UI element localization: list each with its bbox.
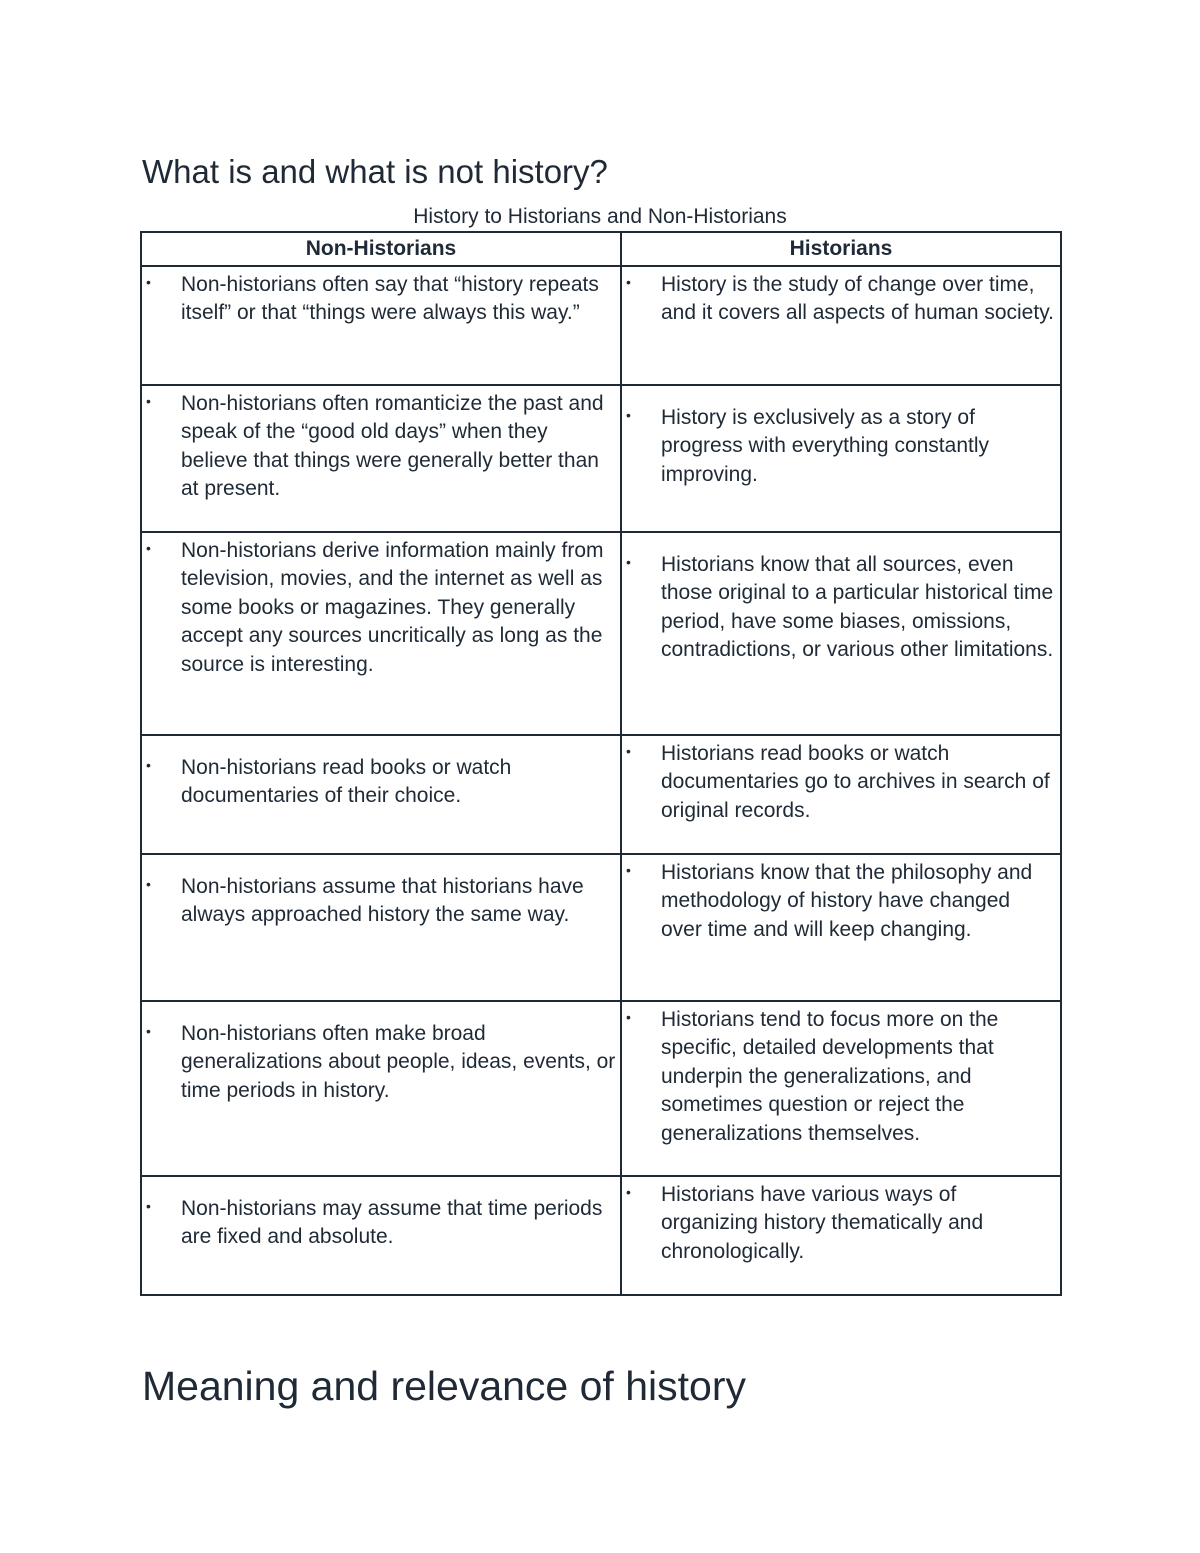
comparison-table [140, 231, 1062, 1296]
historians-text: History is the study of change over time, and it covers all aspects of human society. [661, 273, 1054, 325]
historians-text: Historians know that the philosophy and methodology of history have changed over time and will keep changing. [661, 861, 1033, 941]
bullet-icon: • [626, 274, 631, 290]
table-row [141, 385, 1061, 532]
table-row [141, 735, 1061, 854]
non-historians-text: Non-historians often make broad generalizations about people, ideas, events, or time periods in history. [181, 1022, 616, 1102]
bullet-icon: • [146, 1023, 151, 1039]
bullet-icon: • [146, 876, 151, 892]
bullet-icon: • [626, 862, 631, 878]
column-header-historians: Historians [621, 232, 1061, 266]
bullet-icon: • [146, 274, 151, 290]
non-historians-text: Non-historians read books or watch documentaries of their choice. [181, 756, 512, 808]
bullet-icon: • [626, 743, 631, 759]
non-historians-cell [141, 854, 621, 1001]
table-row [141, 266, 1061, 385]
page-heading: What is and what is not history? [142, 153, 608, 190]
bullet-icon: • [146, 1198, 151, 1214]
table-row [141, 1001, 1061, 1176]
table-row [141, 532, 1061, 735]
column-header-non-historians: Non-Historians [141, 232, 621, 266]
bullet-icon: • [146, 393, 151, 409]
bullet-icon: • [626, 1184, 631, 1200]
table-header-row [141, 232, 1061, 266]
historians-cell [621, 532, 1061, 735]
historians-text: Historians have various ways of organizing history thematically and chronologically. [661, 1183, 984, 1263]
table-row [141, 854, 1061, 1001]
bullet-icon: • [626, 407, 631, 423]
non-historians-text: Non-historians may assume that time periods are fixed and absolute. [181, 1197, 603, 1249]
table-caption: History to Historians and Non-Historians [413, 205, 787, 228]
section-heading: Meaning and relevance of history [142, 1363, 746, 1409]
bullet-icon: • [146, 540, 151, 556]
non-historians-text: Non-historians assume that historians have always approached history the same way. [181, 875, 584, 927]
bullet-icon: • [626, 1009, 631, 1025]
historians-cell [621, 385, 1061, 532]
non-historians-text: Non-historians derive information mainly from television, movies, and the internet as well as some books or magazines. They generally accept any sources uncritically as long as the source is interesting. [181, 539, 604, 676]
historians-text: History is exclusively as a story of progress with everything constantly improving. [661, 406, 989, 486]
historians-text: Historians read books or watch documentaries go to archives in search of original records. [661, 742, 1050, 822]
bullet-icon: • [146, 757, 151, 773]
non-historians-cell [141, 1001, 621, 1176]
historians-cell [621, 1001, 1061, 1176]
non-historians-cell [141, 385, 621, 532]
bullet-icon: • [626, 554, 631, 570]
non-historians-cell [141, 1176, 621, 1295]
non-historians-cell [141, 532, 621, 735]
non-historians-text: Non-historians often say that “history repeats itself” or that “things were always this way.” [181, 273, 599, 325]
historians-cell [621, 735, 1061, 854]
historians-text: Historians know that all sources, even those original to a particular historical time period, have some biases, omissions, contradictions, or various other limitations. [661, 553, 1054, 662]
non-historians-cell [141, 266, 621, 385]
historians-cell [621, 1176, 1061, 1295]
historians-cell [621, 266, 1061, 385]
non-historians-text: Non-historians often romanticize the past and speak of the “good old days” when they believe that things were generally better than at present. [181, 392, 604, 501]
historians-cell [621, 854, 1061, 1001]
table-row [141, 1176, 1061, 1295]
historians-text: Historians tend to focus more on the specific, detailed developments that underpin the generalizations, and sometimes question or reject the generalizations themselves. [661, 1008, 999, 1145]
non-historians-cell [141, 735, 621, 854]
